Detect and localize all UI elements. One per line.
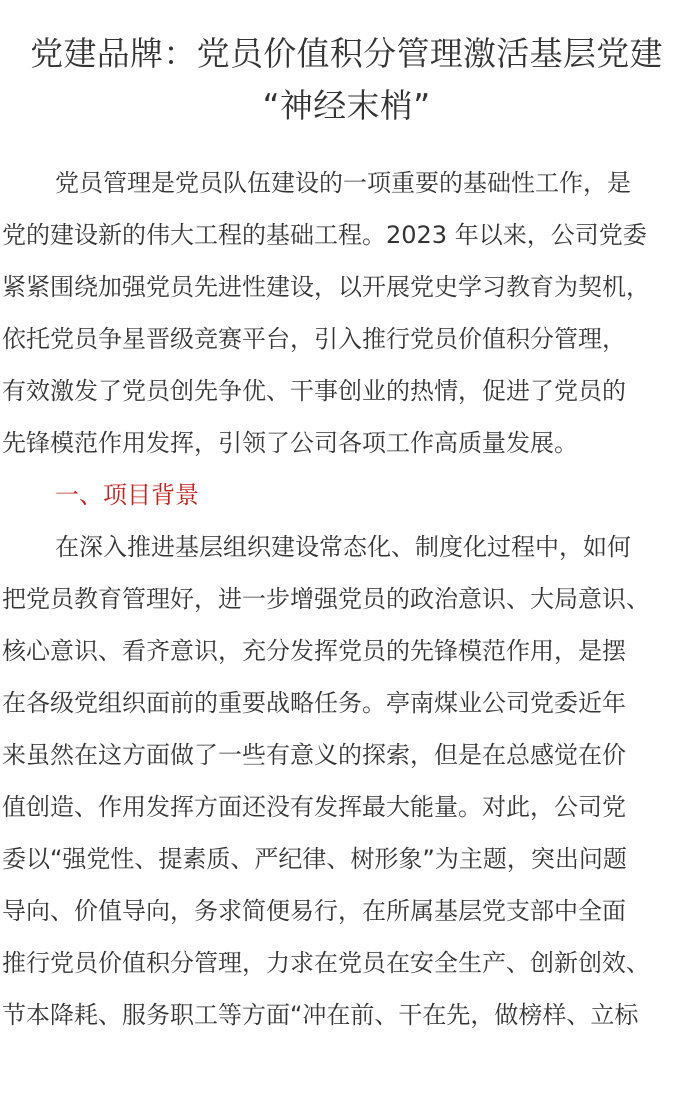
background-paragraph bbox=[2, 521, 693, 1041]
paragraph-line: 推行党员价值积分管理，力求在党员在安全生产、创新创效、 bbox=[2, 949, 650, 977]
paragraph-line: 在深入推进基层组织建设常态化、制度化过程中，如何 bbox=[55, 533, 631, 561]
paragraph-line: 委以“强党性、提素质、严纪律、树形象”为主题，突出问题 bbox=[2, 845, 627, 873]
paragraph-line: 依托党员争星晋级竞赛平台，引入推行党员价值积分管理， bbox=[2, 325, 626, 353]
intro-paragraph bbox=[2, 157, 693, 469]
paragraph-line: 把党员教育管理好，进一步增强党员的政治意识、大局意识、 bbox=[2, 585, 650, 613]
paragraph-line: 导向、价值导向，务求简便易行，在所属基层党支部中全面 bbox=[2, 897, 626, 925]
paragraph-line: 党的建设新的伟大工程的基础工程。2023 年以来，公司党委 bbox=[2, 221, 647, 249]
paragraph-line: 先锋模范作用发挥，引领了公司各项工作高质量发展。 bbox=[2, 429, 578, 457]
section-heading bbox=[2, 469, 693, 521]
paragraph-line: 党员管理是党员队伍建设的一项重要的基础性工作，是 bbox=[55, 169, 631, 197]
paragraph-line: 紧紧围绕加强党员先进性建设，以开展党史学习教育为契机， bbox=[2, 273, 650, 301]
article-title-line: “神经末梢” bbox=[262, 86, 431, 125]
article-title bbox=[0, 28, 693, 132]
paragraph-line: 在各级党组织面前的重要战略任务。亭南煤业公司党委近年 bbox=[2, 689, 626, 717]
paragraph-line: 值创造、作用发挥方面还没有发挥最大能量。对此，公司党 bbox=[2, 793, 626, 821]
paragraph-line: 来虽然在这方面做了一些有意义的探索，但是在总感觉在价 bbox=[2, 741, 626, 769]
section-heading-text: 一、项目背景 bbox=[55, 481, 199, 509]
article-title-line: 党建品牌：党员价值积分管理激活基层党建 bbox=[30, 34, 663, 73]
paragraph-line: 核心意识、看齐意识，充分发挥党员的先锋模范作用，是摆 bbox=[2, 637, 626, 665]
paragraph-line: 节本降耗、服务职工等方面“冲在前、干在先，做榜样、立标 bbox=[2, 1001, 639, 1029]
paragraph-line: 有效激发了党员创先争优、干事创业的热情，促进了党员的 bbox=[2, 377, 626, 405]
